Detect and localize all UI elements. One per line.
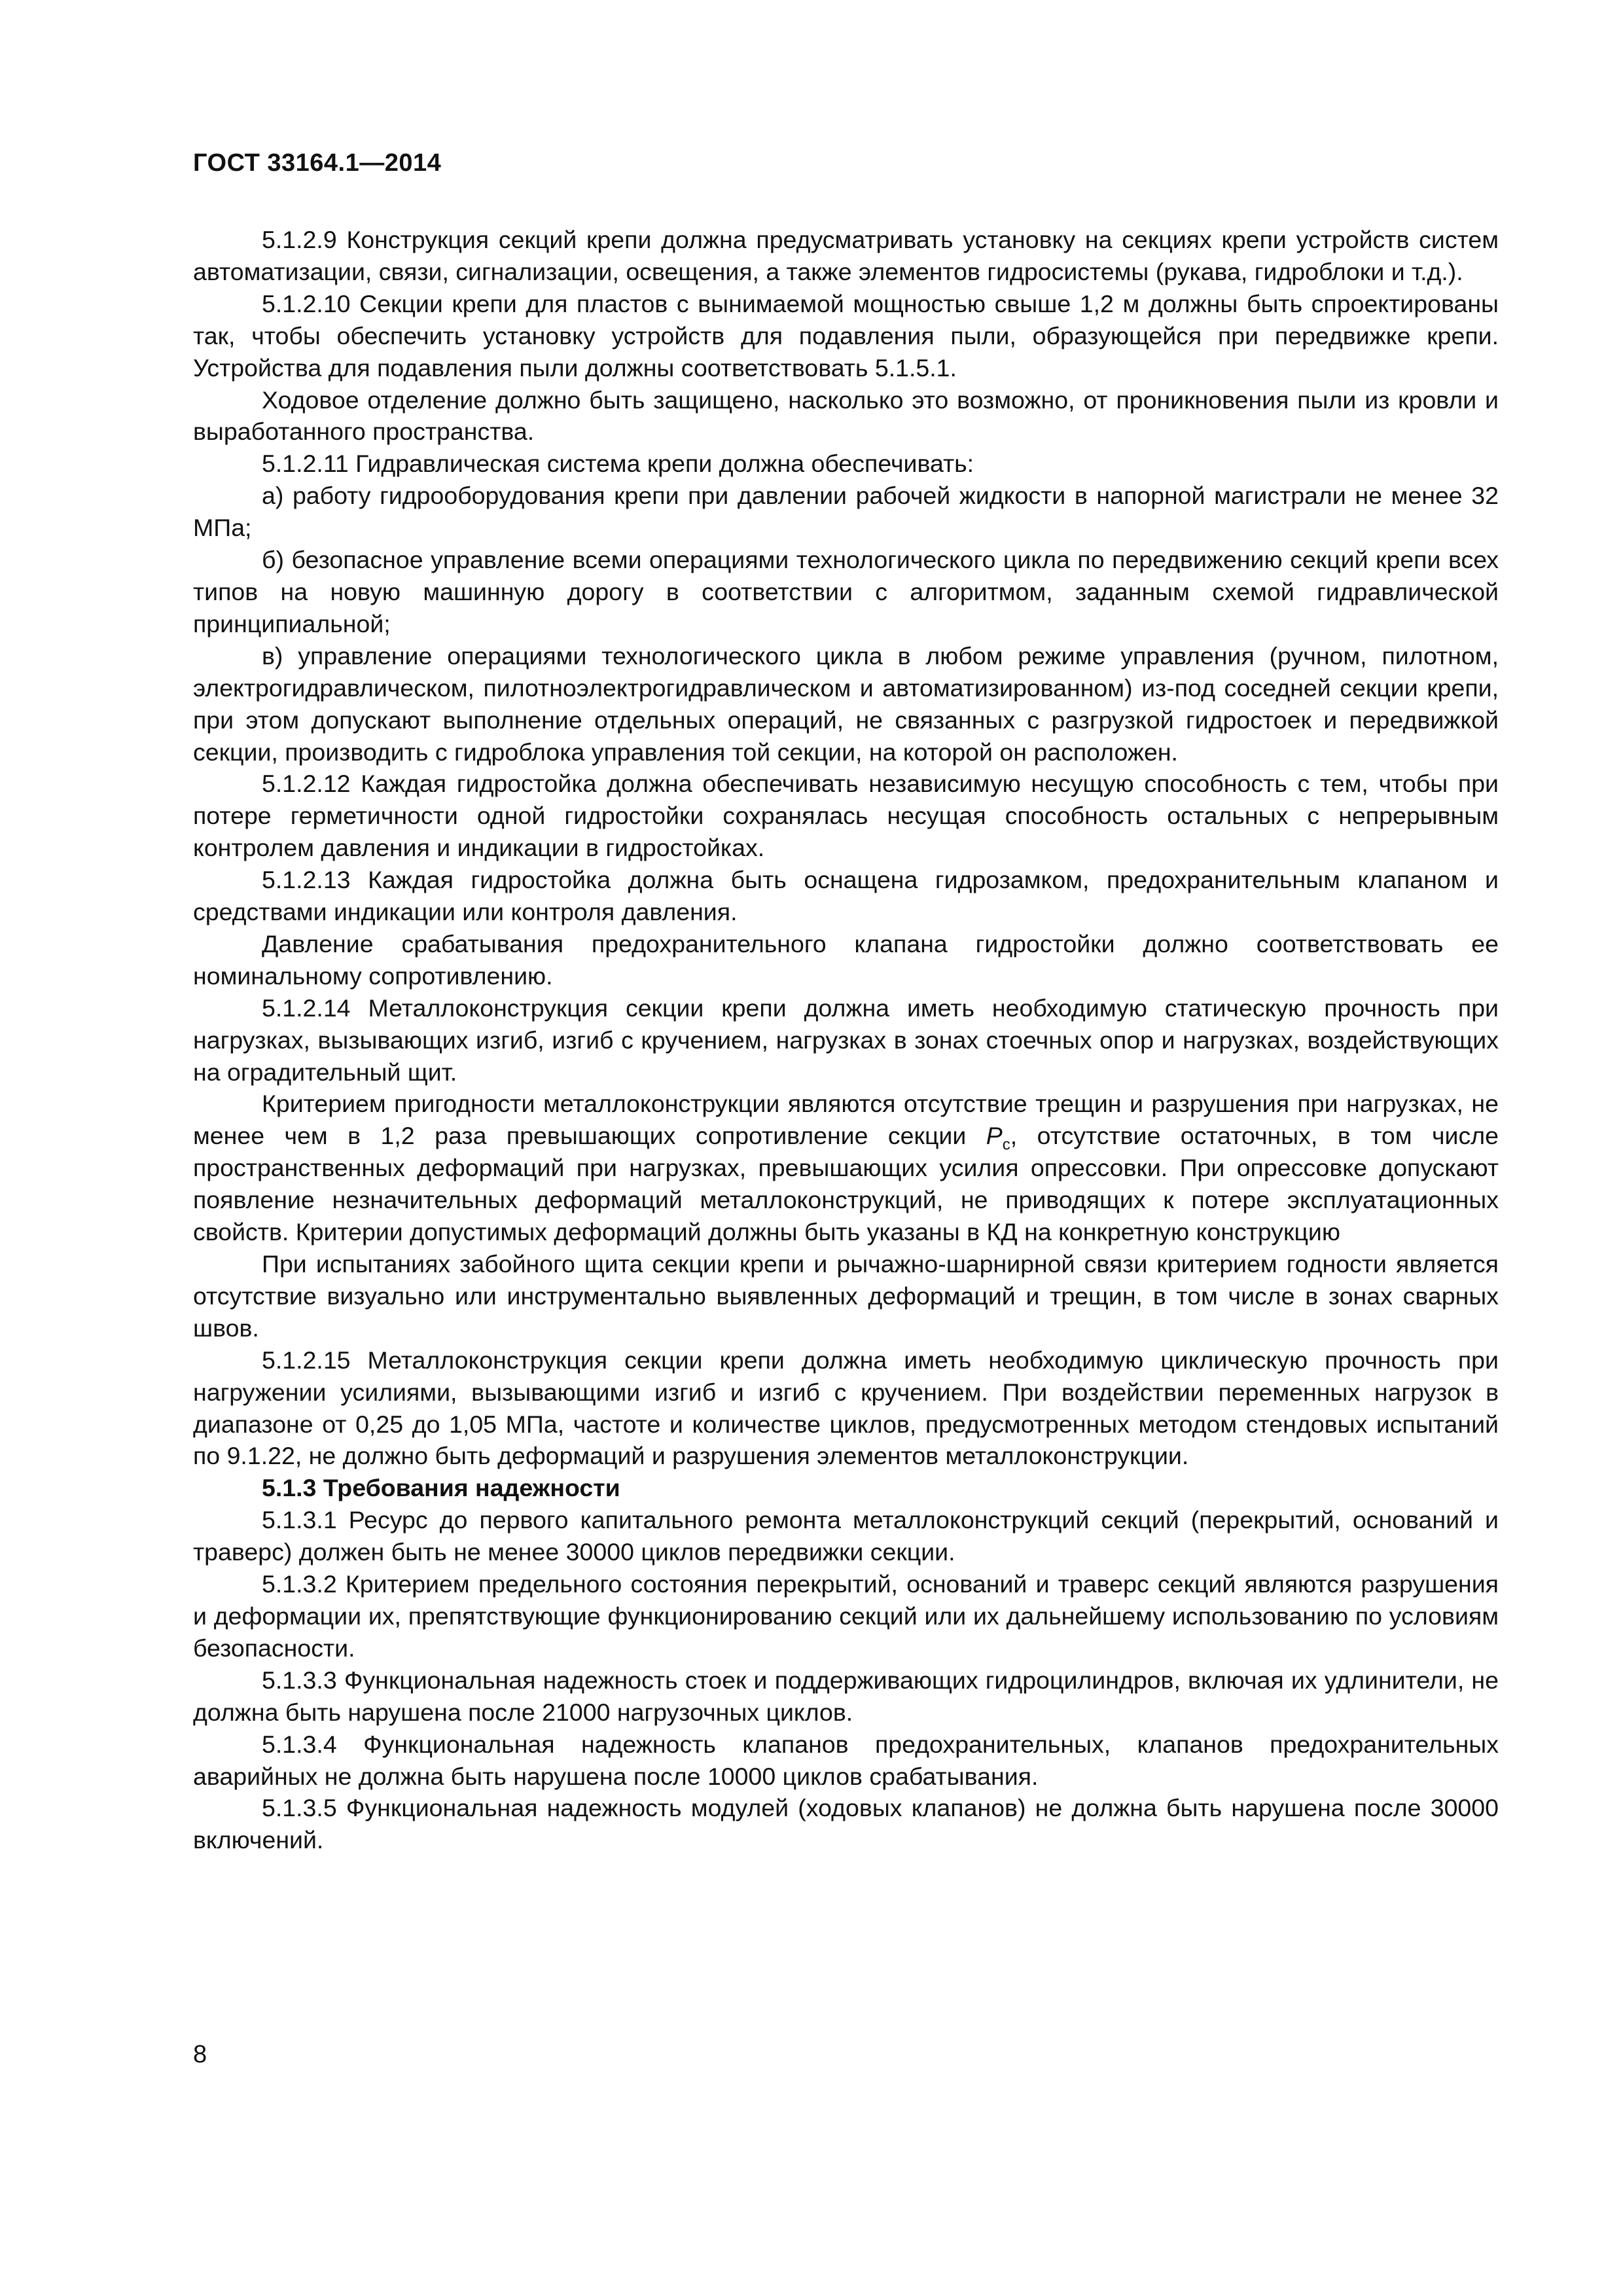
criterion-symbol: P [986, 1122, 1003, 1150]
paragraph-5-1-3-3: 5.1.3.3 Функциональная надежность стоек и поддерживающих гидроцилиндров, включая их удлинители, не должна быть нарушена после 21000 нагрузочных циклов. [193, 1666, 1499, 1726]
document-body [193, 224, 1499, 1856]
document-header: ГОСТ 33164.1—2014 [193, 149, 442, 177]
paragraph-5-1-2-15: 5.1.2.15 Металлоконструкция секции крепи должна иметь необходимую циклическую прочность при нагружении усилиями, вызывающими изгиб и изгиб с кручением. При воздействии переменных нагрузок в диапазоне от 0,25 до 1,05 МПа, частоте и количестве циклов, предусмотренных методом стендовых испытаний по 9.1.22, не должно быть деформаций и разрушения элементов металлоконструкции. [193, 1346, 1499, 1470]
criterion-subscript: c [1002, 1136, 1010, 1154]
paragraph-criterion [193, 1088, 1499, 1248]
paragraph-5-1-3-5: 5.1.3.5 Функциональная надежность модулей (ходовых клапанов) не должна быть нарушена после 30000 включений. [193, 1794, 1499, 1854]
paragraph-5-1-3-2: 5.1.3.2 Критерием предельного состояния перекрытий, оснований и траверс секций являются разрушения и деформации их, препятствующие функционированию секций или их дальнейшему использованию по условиям безопасности. [193, 1570, 1499, 1662]
paragraph-shield-test: При испытаниях забойного щита секции крепи и рычажно-шарнирной связи критерием годности является отсутствие визуально или инструментально выявленных деформаций и трещин, в том числе в зонах сварных швов. [193, 1250, 1499, 1342]
list-item-a: а) работу гидрооборудования крепи при давлении рабочей жидкости в напорной магистрали не менее 32 МПа; [193, 482, 1499, 542]
section-heading-5-1-3: 5.1.3 Требования надежности [262, 1474, 620, 1502]
paragraph-5-1-2-13: 5.1.2.13 Каждая гидростойка должна быть оснащена гидрозамком, предохранительным клапаном и средствами индикации или контроля давления. [193, 866, 1499, 926]
list-item-v: в) управление операциями технологического цикла в любом режиме управления (ручном, пилотном, электрогидравлическом, пилотноэлектрогидравлическом и автоматизированном) из-под соседней секции крепи, при этом допускают выполнение отдельных операций, не связанных с разгрузкой гидростоек и передвижкой секции, производить с гидроблока управления той секции, на которой он расположен. [193, 641, 1499, 766]
criterion-text-before: Критерием пригодности металлоконструкции являются отсутствие трещин и разрушения при нагрузках, не менее чем в 1,2 раза превышающих сопротивление секции [193, 1090, 1499, 1150]
page-number: 8 [193, 2041, 207, 2068]
paragraph-5-1-3-1: 5.1.3.1 Ресурс до первого капитального ремонта металлоконструкций секций (перекрытий, оснований и траверс) должен быть не менее 30000 циклов передвижки секции. [193, 1506, 1499, 1566]
paragraph-5-1-2-10: 5.1.2.10 Секции крепи для пластов с вынимаемой мощностью свыше 1,2 м должны быть спроектированы так, чтобы обеспечить установку устройств для подавления пыли, образующейся при передвижке крепи. Устройства для подавления пыли должны соответствовать 5.1.5.1. [193, 289, 1499, 382]
criterion-text-after: , отсутствие остаточных, в том числе пространственных деформаций при нагрузках, превышающих усилия опрессовки. При опрессовке допускают появление незначительных деформаций металлоконструкций, не приводящих к потере эксплуатационных свойств. Критерии допустимых деформаций должны быть указаны в КД на конкретную конструкцию [193, 1122, 1499, 1246]
list-item-b: б) безопасное управление всеми операциями технологического цикла по передвижению секций крепи всех типов на новую машинную дорогу в соответствии с алгоритмом, заданным схемой гидравлической принципиальной; [193, 546, 1499, 637]
paragraph-5-1-3-4: 5.1.3.4 Функциональная надежность клапанов предохранительных, клапанов предохранительных аварийных не должна быть нарушена после 10000 циклов срабатывания. [193, 1730, 1499, 1790]
paragraph-dust-protection: Ходовое отделение должно быть защищено, насколько это возможно, от проникновения пыли из кровли и выработанного пространства. [193, 386, 1499, 446]
paragraph-5-1-2-9: 5.1.2.9 Конструкция секций крепи должна предусматривать установку на секциях крепи устройств систем автоматизации, связи, сигнализации, освещения, а также элементов гидросистемы (рукава, гидроблоки и т.д.). [193, 226, 1499, 285]
paragraph-5-1-2-14: 5.1.2.14 Металлоконструкция секции крепи должна иметь необходимую статическую прочность при нагрузках, вызывающих изгиб, изгиб с кручением, нагрузках в зонах стоечных опор и нагрузках, воздействующих на оградительный щит. [193, 994, 1499, 1086]
paragraph-5-1-2-12: 5.1.2.12 Каждая гидростойка должна обеспечивать независимую несущую способность с тем, чтобы при потере герметичности одной гидростойки сохранялась несущая способность остальных с непрерывным контролем давления и индикации в гидростойках. [193, 770, 1499, 862]
paragraph-valve-pressure: Давление срабатывания предохранительного клапана гидростойки должно соответствовать ее номинальному сопротивлению. [193, 929, 1499, 990]
paragraph-5-1-2-11: 5.1.2.11 Гидравлическая система крепи должна обеспечивать: [262, 450, 974, 478]
